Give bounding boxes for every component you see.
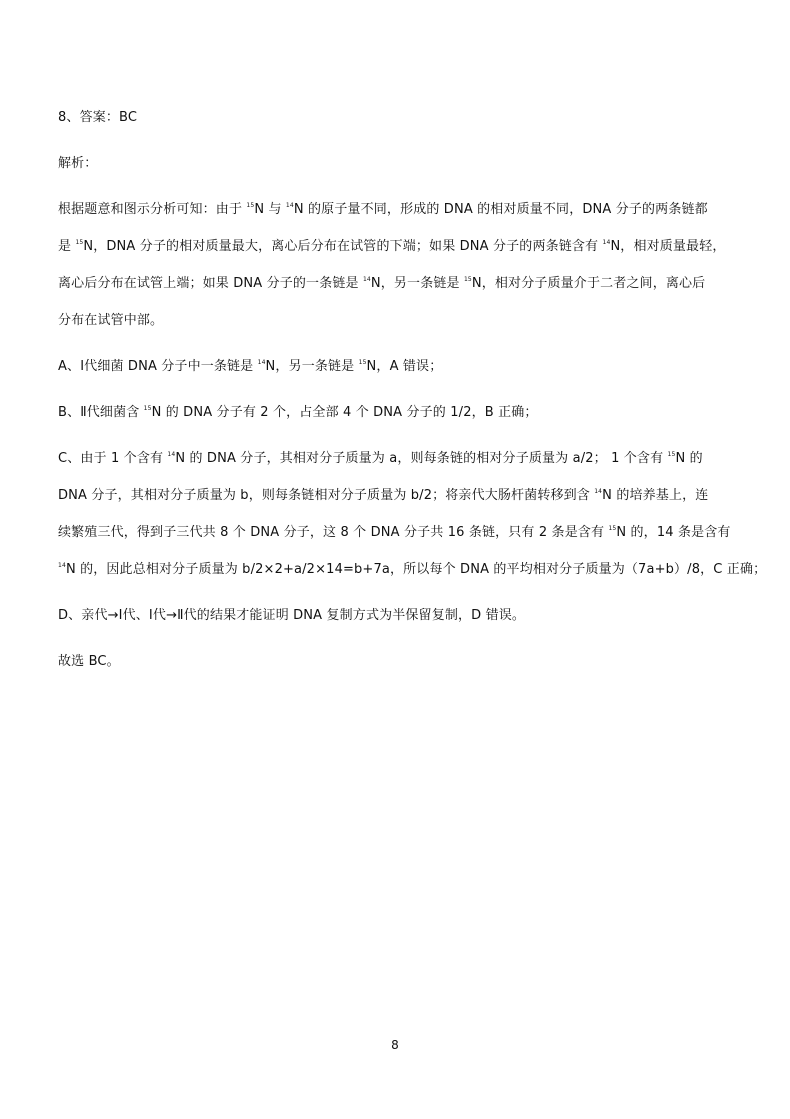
analysis-line-2: 是 $^{15}$N，DNA 分子的相对质量最大，离心后分布在试管的下端；如果 DNA 分子的两条链含有 $^{14}$N，相对质量最轻， [58, 239, 726, 254]
option-c-line-2: DNA 分子，其相对分子质量为 b，则每条链相对分子质量为 b/2；将亲代大肠杆菌转移到含 $^{14}$N 的培养基上，连 [58, 488, 709, 503]
answer-heading: 8、答案：BC [58, 110, 138, 125]
analysis-line-1: 根据题意和图示分析可知：由于 $^{15}$N 与 $^{14}$N 的原子量不同，形成的 DNA 的相对质量不同，DNA 分子的两条链都 [58, 202, 708, 217]
analysis-line-3: 离心后分布在试管上端；如果 DNA 分子的一条链是 $^{14}$N，另一条链是 $^{15}$N，相对分子质量介于二者之间，离心后 [58, 276, 706, 291]
option-b: B、Ⅱ代细菌含 $^{15}$N 的 DNA 分子有 2 个，占全部 4 个 DNA 分子的 1/2，B 正确； [58, 405, 538, 420]
option-d: D、亲代→Ⅰ代、Ⅰ代→Ⅱ代的结果才能证明 DNA 复制方式为半保留复制，D 错误。 [58, 608, 526, 623]
option-c-line-3: 续繁殖三代，得到子三代共 8 个 DNA 分子，这 8 个 DNA 分子共 16 条链，只有 2 条是含有 $^{15}$N 的，14 条是含有 [58, 525, 731, 540]
analysis-label: 解析： [58, 156, 98, 171]
option-c-line-4: $^{14}$N 的，因此总相对分子质量为 b/2×2+a/2×14=b+7a，所以每个 DNA 的平均相对分子质量为（7a+b）/8，C 正确； [58, 562, 767, 577]
conclusion: 故选 BC。 [58, 654, 120, 669]
analysis-line-4: 分布在试管中部。 [58, 313, 164, 328]
page-number: 8 [391, 1038, 399, 1052]
option-a: A、Ⅰ代细菌 DNA 分子中一条链是 $^{14}$N，另一条链是 $^{15}$N，A 错误； [58, 359, 443, 374]
option-c-line-1: C、由于 1 个含有 $^{14}$N 的 DNA 分子，其相对分子质量为 a，则每条链的相对分子质量为 a/2； 1 个含有 $^{15}$N 的 [58, 451, 703, 466]
